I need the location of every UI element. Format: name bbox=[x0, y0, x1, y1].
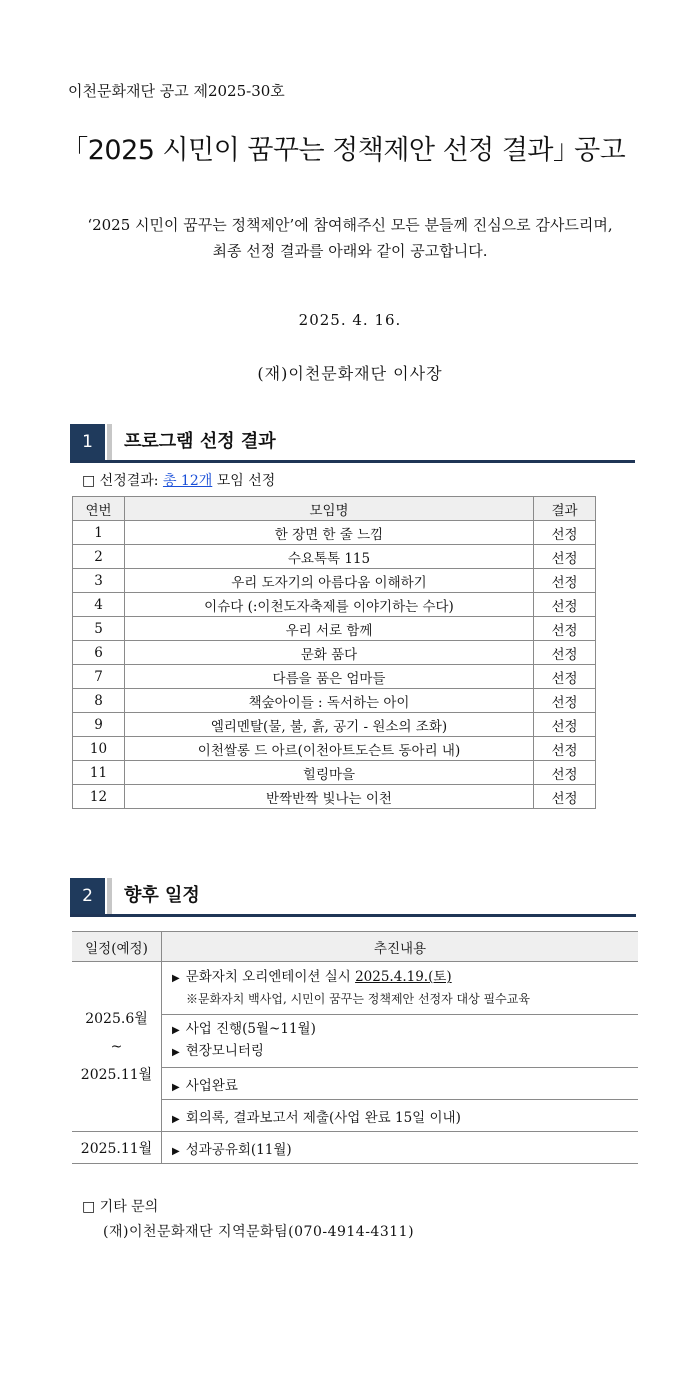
last-schedule: 2025.11월 bbox=[72, 1132, 162, 1164]
cell-no: 8 bbox=[73, 689, 125, 713]
table-header-row bbox=[73, 497, 596, 521]
cell-result: 선정 bbox=[534, 617, 596, 641]
summary-prefix: □ 선정결과: bbox=[82, 473, 163, 489]
table-row bbox=[73, 761, 596, 785]
item2b-text: 현장모니터링 bbox=[185, 1043, 264, 1059]
section-2-number: 2 bbox=[70, 878, 105, 914]
cell-no: 1 bbox=[73, 521, 125, 545]
cell-name: 한 장면 한 줄 느낌 bbox=[125, 521, 534, 545]
section-1-title: 프로그램 선정 결과 bbox=[124, 431, 276, 452]
table-row bbox=[73, 593, 596, 617]
section-2-accent-bar bbox=[107, 878, 112, 914]
period-start: 2025.6월 bbox=[85, 1010, 148, 1027]
table-row bbox=[73, 521, 596, 545]
cell-no: 11 bbox=[73, 761, 125, 785]
bullet-triangle-icon: ▶ bbox=[172, 1113, 180, 1125]
table-row bbox=[73, 737, 596, 761]
cell-name: 우리 도자기의 아름다움 이해하기 bbox=[125, 569, 534, 593]
cell-result: 선정 bbox=[534, 713, 596, 737]
col-header-name: 모임명 bbox=[125, 497, 534, 521]
bullet-triangle-icon: ▶ bbox=[172, 973, 180, 984]
intro-line-1: ‘2025 시민이 꿈꾸는 정책제안’에 참여해주신 모든 분들께 진심으로 감사드리며, bbox=[87, 216, 613, 234]
section-1-accent-bar bbox=[107, 424, 112, 460]
cell-name: 이천쌀롱 드 아르(이천아트도슨트 동아리 내) bbox=[125, 737, 534, 761]
cell-name: 이슈다 (:이천도자축제를 이야기하는 수다) bbox=[125, 593, 534, 617]
item1-text: 문화자치 오리엔테이션 실시 bbox=[185, 969, 356, 985]
cell-result: 선정 bbox=[534, 521, 596, 545]
cell-no: 12 bbox=[73, 785, 125, 809]
col-header-result: 결과 bbox=[534, 497, 596, 521]
cell-no: 3 bbox=[73, 569, 125, 593]
bullet-triangle-icon: ▶ bbox=[172, 1081, 180, 1093]
cell-result: 선정 bbox=[534, 593, 596, 617]
cell-no: 7 bbox=[73, 665, 125, 689]
page-title: ｢2025 시민이 꿈꾸는 정책제안 선정 결과｣ 공고 bbox=[74, 135, 626, 166]
section-2-title: 향후 일정 bbox=[124, 885, 200, 906]
table-row bbox=[73, 713, 596, 737]
item4-text: 회의록, 결과보고서 제출(사업 완료 15일 이내) bbox=[185, 1109, 461, 1126]
table-row bbox=[73, 545, 596, 569]
cell-result: 선정 bbox=[534, 689, 596, 713]
section-1-header bbox=[70, 424, 635, 463]
table-row bbox=[73, 617, 596, 641]
col-header-schedule: 일정(예정) bbox=[72, 932, 162, 962]
section-1-number: 1 bbox=[70, 424, 105, 460]
notice-number: 이천문화재단 공고 제2025-30호 bbox=[68, 82, 285, 100]
cell-name: 엘리멘탈(물, 불, 흙, 공기 - 원소의 조화) bbox=[125, 713, 534, 737]
section-2-header bbox=[70, 878, 636, 917]
cell-no: 4 bbox=[73, 593, 125, 617]
cell-result: 선정 bbox=[534, 665, 596, 689]
item1-date: 2025.4.19.(토) bbox=[355, 969, 452, 985]
summary-suffix: 모임 선정 bbox=[212, 473, 276, 489]
cell-no: 5 bbox=[73, 617, 125, 641]
cell-result: 선정 bbox=[534, 785, 596, 809]
cell-name: 우리 서로 함께 bbox=[125, 617, 534, 641]
cell-no: 2 bbox=[73, 545, 125, 569]
cell-name: 수요톡톡 115 bbox=[125, 545, 534, 569]
cell-name: 다름을 품은 엄마들 bbox=[125, 665, 534, 689]
cell-result: 선정 bbox=[534, 545, 596, 569]
schedule-table bbox=[72, 931, 638, 1164]
table-row bbox=[73, 665, 596, 689]
notice-date: 2025. 4. 16. bbox=[298, 311, 402, 329]
last-item-text: 성과공유회(11월) bbox=[185, 1141, 292, 1158]
cell-result: 선정 bbox=[534, 761, 596, 785]
table-row bbox=[73, 641, 596, 665]
cell-no: 9 bbox=[73, 713, 125, 737]
intro-line-2: 최종 선정 결과를 아래와 같이 공고합니다. bbox=[212, 242, 488, 260]
schedule-item-progress bbox=[162, 1015, 639, 1068]
cell-name: 반짝반짝 빛나는 이천 bbox=[125, 785, 534, 809]
bullet-triangle-icon: ▶ bbox=[172, 1047, 180, 1058]
cell-result: 선정 bbox=[534, 641, 596, 665]
table-row bbox=[73, 689, 596, 713]
period-end: 2025.11월 bbox=[80, 1066, 153, 1083]
schedule-item-report bbox=[162, 1100, 639, 1132]
item2a-text: 사업 진행(5월~11월) bbox=[185, 1021, 316, 1037]
table-row bbox=[73, 785, 596, 809]
item1-note: ※문화자치 백사업, 시민이 꿈꾸는 정책제안 선정자 대상 필수교육 bbox=[186, 992, 530, 1006]
col-header-content: 추진내용 bbox=[162, 932, 639, 962]
table-row bbox=[73, 569, 596, 593]
contact-detail: (재)이천문화재단 지역문화팀(070-4914-4311) bbox=[103, 1224, 415, 1240]
cell-no: 6 bbox=[73, 641, 125, 665]
bullet-triangle-icon: ▶ bbox=[172, 1145, 180, 1157]
schedule-item-complete bbox=[162, 1068, 639, 1100]
bullet-triangle-icon: ▶ bbox=[172, 1025, 180, 1036]
cell-name: 책숲아이들 : 독서하는 아이 bbox=[125, 689, 534, 713]
summary-total-link[interactable]: 총 12개 bbox=[162, 473, 213, 489]
schedule-row bbox=[72, 962, 638, 1015]
schedule-period bbox=[72, 962, 162, 1132]
signer: (재)이천문화재단 이사장 bbox=[257, 364, 443, 383]
period-separator: ~ bbox=[110, 1038, 123, 1055]
cell-name: 힐링마을 bbox=[125, 761, 534, 785]
schedule-row bbox=[72, 1132, 638, 1164]
col-header-no: 연번 bbox=[73, 497, 125, 521]
selection-results-table bbox=[72, 496, 596, 809]
cell-name: 문화 품다 bbox=[125, 641, 534, 665]
item3-text: 사업완료 bbox=[185, 1077, 238, 1094]
schedule-item-orientation bbox=[162, 962, 639, 1015]
selection-summary bbox=[82, 470, 275, 490]
cell-result: 선정 bbox=[534, 569, 596, 593]
cell-result: 선정 bbox=[534, 737, 596, 761]
schedule-item-sharing bbox=[162, 1132, 639, 1164]
contact-label: □ 기타 문의 bbox=[82, 1199, 159, 1215]
schedule-header-row bbox=[72, 932, 638, 962]
cell-no: 10 bbox=[73, 737, 125, 761]
